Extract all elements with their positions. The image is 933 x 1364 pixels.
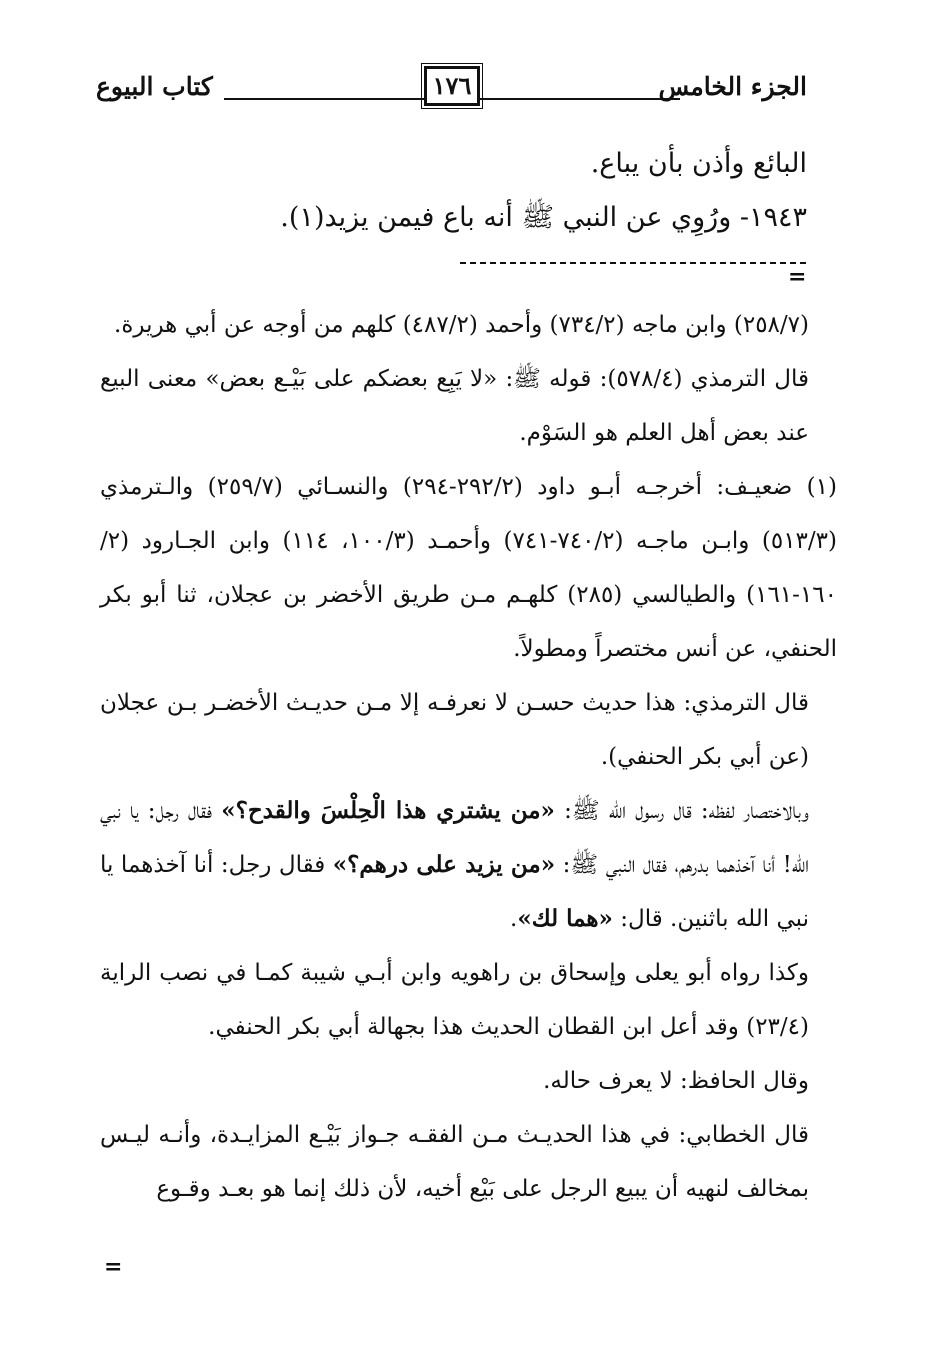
header-rule-right xyxy=(480,98,680,100)
wording-intro: وبالاختصار لفظه: قال رسول الله ﷺ: xyxy=(554,798,809,824)
hadith-quote-3: «هما لك» xyxy=(517,905,613,932)
footnote-hafiz-paragraph: وقال الحافظ: لا يعرف حاله. xyxy=(543,1068,809,1094)
wording-middle: فقال رجل: يا نبي الله! أنا آخذهما بدرهم، فقال النبي ﷺ: xyxy=(100,798,809,878)
footnote-narration-paragraph: وكذا رواه أبو يعلى وإسحاق بن راهويه وابن أبـي شيبة كمـا في نصب الراية (٢٣/٤) وقد أعل ابن القطان الحديث هذا بجهالة أبي بكر الحنفي. xyxy=(100,960,809,1040)
wording-period: . xyxy=(510,906,518,932)
footnote-separator xyxy=(460,262,806,264)
continuation-mark-top: = xyxy=(788,264,807,290)
footnote-khattabi-paragraph: قال الخطابي: في هذا الحديـث مـن الفقـه جـواز بَيْـع المزايـدة، وأنـه ليـس بمخالف لنهيه أن يبيع الرجل على بَيْع أخيه، لأن ذلك إنما هو بعـد وقـوع xyxy=(100,1122,809,1202)
header-book-title: كتاب البيوع xyxy=(96,72,213,101)
footnote-1-paragraph: (١) ضعيـف: أخرجـه أبـو داود (٢٩٢/٢-٢٩٤) والنسـائي (٢٥٩/٧) والـترمذي (٥١٣/٣) وابـن ماجـه (٧٤٠/٢-٧٤١) وأحمـد (١٠٠/٣، ١١٤) وابن الجـارود (٢/ ١٦٠-١٦١) والطيالسي (٢٨٥) كلهـم مـن طريق الأخضر بن عجلان، ثنا أبو بكر الحنفي، عن أنس مختصراً ومطولاً. xyxy=(100,474,837,662)
continuation-mark-bottom: = xyxy=(104,1254,123,1280)
hadith-1943: ١٩٤٣- ورُوِي عن النبي ﷺ أنه باع فيمن يزيد(١). xyxy=(280,202,807,233)
hadith-quote-1: «من يشتري هذا الْحِلْسَ والقدح؟» xyxy=(221,797,555,824)
hadith-quote-2: «من يزيد على درهم؟» xyxy=(332,851,556,878)
footnote-wording-paragraph xyxy=(100,784,809,946)
footnote-tirmidhi-paragraph: قال الترمذي: هذا حديث حسـن لا نعرفـه إلا مـن حديـث الأخضـر بـن عجلان (عن أبي بكر الحنفي). xyxy=(100,690,809,770)
header-volume: الجزء الخامس xyxy=(658,72,807,101)
page-number: ١٧٦ xyxy=(424,66,480,106)
wording-end: فقال رجل: أنا آخذهما يا نبي الله باثنين. قال: xyxy=(100,852,809,932)
continued-footnote-paragraph-2: قال الترمذي (٥٧٨/٤): قوله ﷺ: «لا يَبِع بعضكم على بَيْـع بعض» معنى البيع عند بعض أهل العلم هو السَوْم. xyxy=(100,366,809,446)
footnote-section xyxy=(100,298,837,1216)
main-text-line-1: البائع وأذن بأن يباع. xyxy=(590,148,807,179)
header-rule-left xyxy=(224,98,424,100)
continued-footnote-paragraph-1: (٢٥٨/٧) وابن ماجه (٧٣٤/٢) وأحمد (٤٨٧/٢) كلهم من أوجه عن أبي هريرة. xyxy=(114,312,809,338)
